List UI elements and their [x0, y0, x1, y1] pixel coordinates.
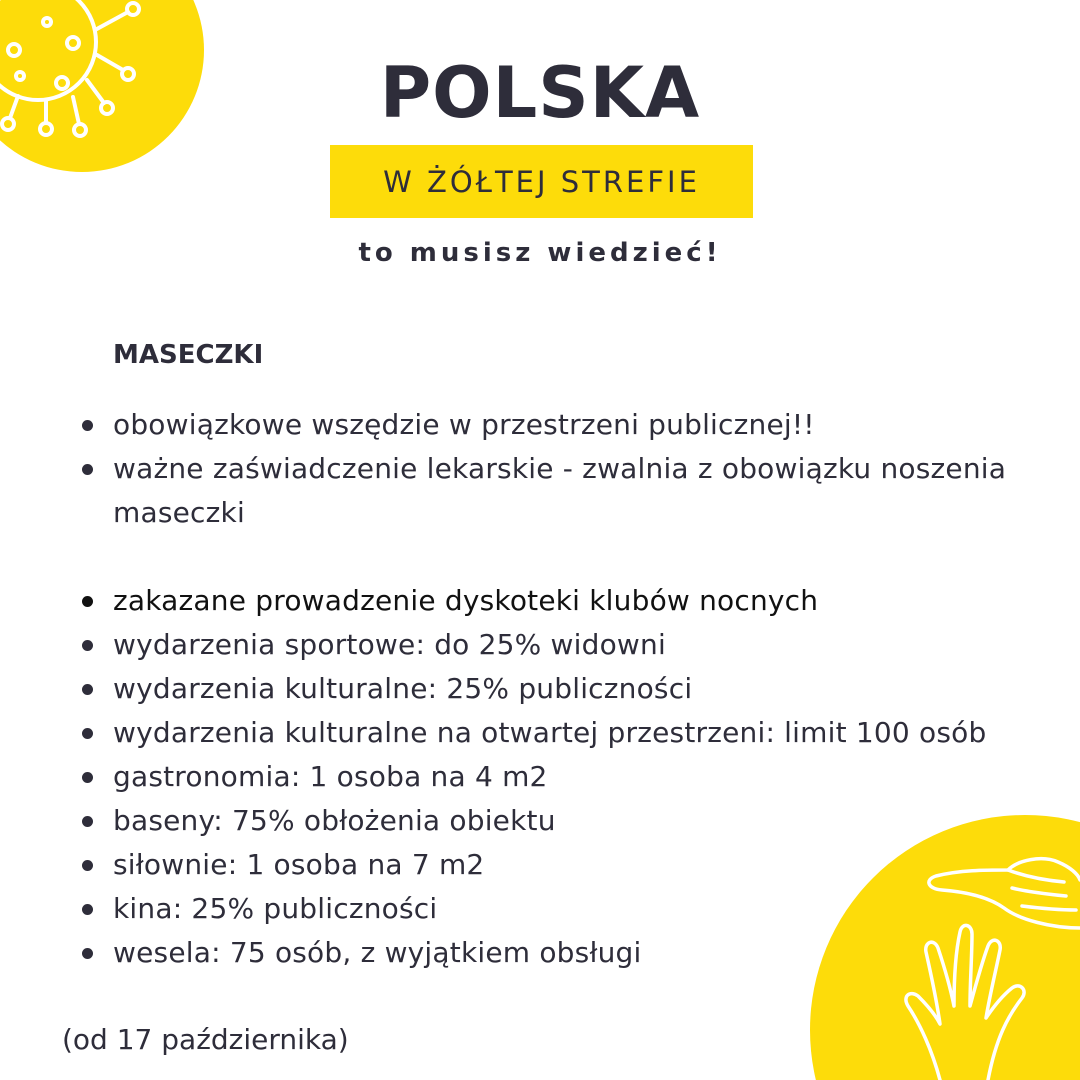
list-item — [78, 667, 1023, 711]
bullet-dot-icon — [82, 420, 93, 431]
tagline: to musisz wiedzieć! — [358, 238, 722, 268]
list-item-text: wydarzenia sportowe: do 25% widowni — [113, 628, 666, 661]
bullet-dot-icon — [82, 816, 93, 827]
list-item — [78, 579, 1023, 623]
list-item-text: siłownie: 1 osoba na 7 m2 — [113, 848, 485, 881]
list-item — [78, 755, 1023, 799]
masks-list — [78, 403, 1023, 535]
list-item — [78, 623, 1023, 667]
list-item-text: wesela: 75 osób, z wyjątkiem obsługi — [113, 936, 642, 969]
list-item — [78, 843, 1023, 887]
list-item-text: obowiązkowe wszędzie w przestrzeni publicznej!! — [113, 408, 815, 441]
list-item-text: wydarzenia kulturalne na otwartej przestrzeni: limit 100 osób — [113, 716, 987, 749]
bullet-dot-icon — [82, 904, 93, 915]
masks-heading: MASECZKI — [113, 340, 264, 370]
subtitle: W ŻÓŁTEJ STREFIE — [383, 164, 700, 199]
list-item — [78, 403, 1023, 447]
list-item — [78, 887, 1023, 931]
subtitle-banner — [330, 145, 753, 218]
list-item — [78, 799, 1023, 843]
list-item-text: gastronomia: 1 osoba na 4 m2 — [113, 760, 548, 793]
page-title: POLSKA — [379, 52, 701, 134]
rules-list — [78, 579, 1023, 975]
bullet-dot-icon — [82, 948, 93, 959]
list-item-text: ważne zaświadczenie lekarskie - zwalnia z obowiązku noszenia maseczki — [113, 452, 1007, 529]
list-item-text: baseny: 75% obłożenia obiektu — [113, 804, 556, 837]
bullet-dot-icon — [82, 464, 93, 475]
bullet-dot-icon — [82, 596, 93, 607]
footnote-date: (od 17 października) — [62, 1023, 349, 1056]
list-item — [78, 447, 1023, 535]
list-item — [78, 931, 1023, 975]
bullet-dot-icon — [82, 860, 93, 871]
list-item — [78, 711, 1023, 755]
bullet-dot-icon — [82, 640, 93, 651]
list-item-text: zakazane prowadzenie dyskoteki klubów nocnych — [113, 584, 819, 617]
list-item-text: wydarzenia kulturalne: 25% publiczności — [113, 672, 693, 705]
bullet-dot-icon — [82, 728, 93, 739]
bullet-dot-icon — [82, 684, 93, 695]
list-item-text: kina: 25% publiczności — [113, 892, 438, 925]
bullet-dot-icon — [82, 772, 93, 783]
